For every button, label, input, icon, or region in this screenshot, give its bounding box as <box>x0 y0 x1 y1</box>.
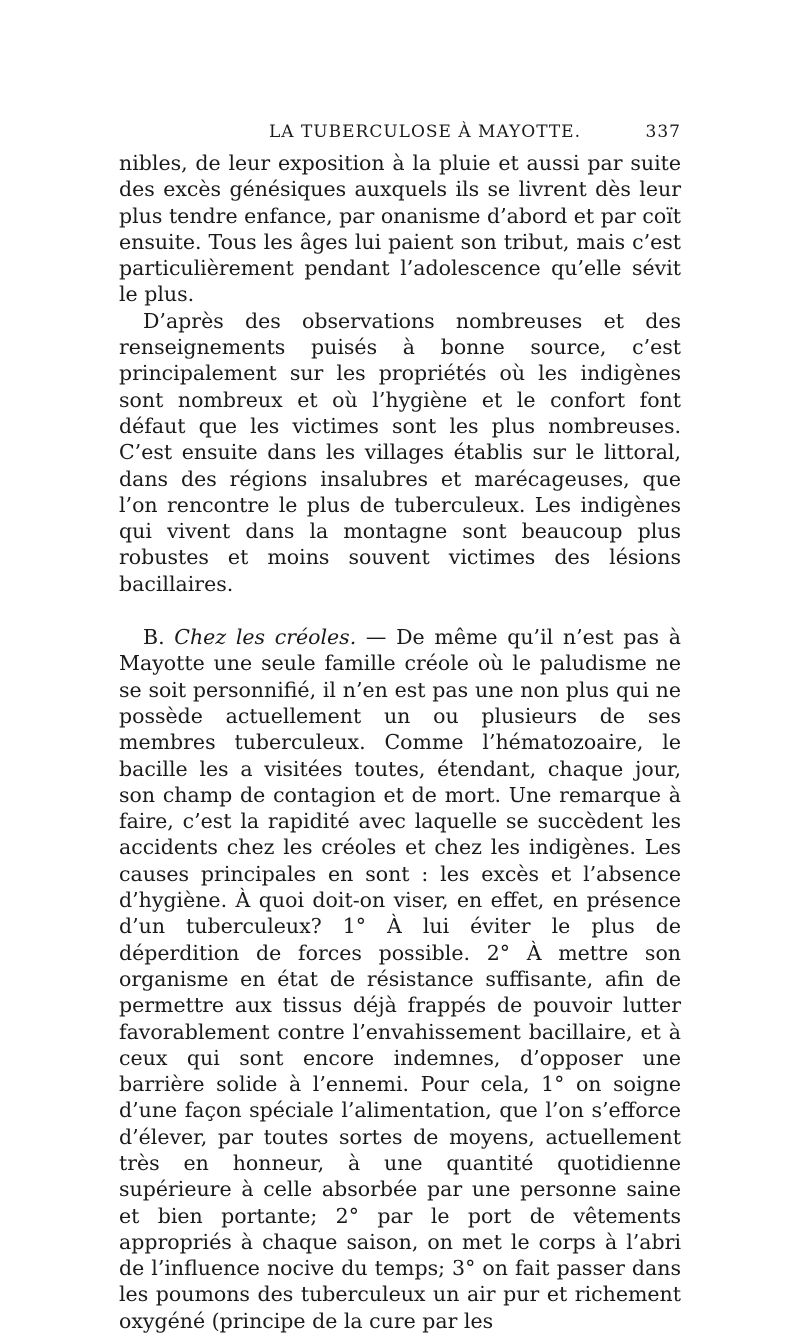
page-number: 337 <box>645 122 681 142</box>
book-page <box>119 122 681 1334</box>
section-b-text: — De même qu’il n’est pas à Mayotte une seule famille créole où le paludisme ne se soit personnifié, il n’en est pas une non plus qui ne possède actuellement un ou plusieurs de ses membres tuberculeux. Comme l’hématozoaire, le bacille les a visitées toutes, étendant, chaque jour, son champ de contagion et de mort. Une remarque à faire, c’est la rapidité avec laquelle se succèdent les accidents chez les créoles et chez les indigènes. Les causes principales en sont : les excès et l’absence d’hygiène. À quoi doit-on viser, en effet, en présence d’un tuberculeux? 1° À lui éviter le plus de déperdition de forces possible. 2° À mettre son organisme en état de résistance suffisante, afin de permettre aux tissus déjà frappés de pouvoir lutter favorablement contre l’envahissement bacillaire, et à ceux qui sont encore indemnes, d’opposer une barrière solide à l’ennemi. Pour cela, 1° on soigne d’une façon spéciale l’alimentation, que l’on s’efforce d’élever, par toutes sortes de moyens, actuellement très en honneur, à une quantité quotidienne supérieure à celle absorbée par une personne saine et bien portante; 2° par le port de vêtements appropriés à chaque saison, on met le corps à l’abri de l’influence nocive du temps; 3° on fait passer dans les poumons des tuberculeux un air pur et richement oxygéné (principe de la cure par les <box>119 625 681 1333</box>
paragraph-indigenous-victims: D’après des observations nombreuses et des renseignements puisés à bonne source, c’est principalement sur les propriétés où les indigènes sont nombreux et où l’hygiène et le confort font défaut que les victimes sont les plus nombreuses. C’est ensuite dans les villages établis sur le littoral, dans des régions insalubres et marécageuses, que l’on rencontre le plus de tuberculeux. Les indigènes qui vivent dans la montagne sont beaucoup plus robustes et moins souvent victimes des lésions bacillaires. <box>119 308 681 596</box>
section-b-heading: Chez les créoles. <box>174 625 357 650</box>
paragraph-continuation: nibles, de leur exposition à la pluie et aussi par suite des excès génésiques auxquels ils se livrent dès leur plus tendre enfance, par onanisme d’abord et par coït ensuite. Tous les âges lui paient son tribut, mais c’est particulièrement pendant l’adolescence qu’elle sévit le plus. <box>119 151 681 307</box>
running-head <box>119 122 681 148</box>
section-b-paragraph <box>119 624 681 1334</box>
section-b-label: B. <box>143 625 165 650</box>
running-title: LA TUBERCULOSE À MAYOTTE. <box>269 122 581 142</box>
